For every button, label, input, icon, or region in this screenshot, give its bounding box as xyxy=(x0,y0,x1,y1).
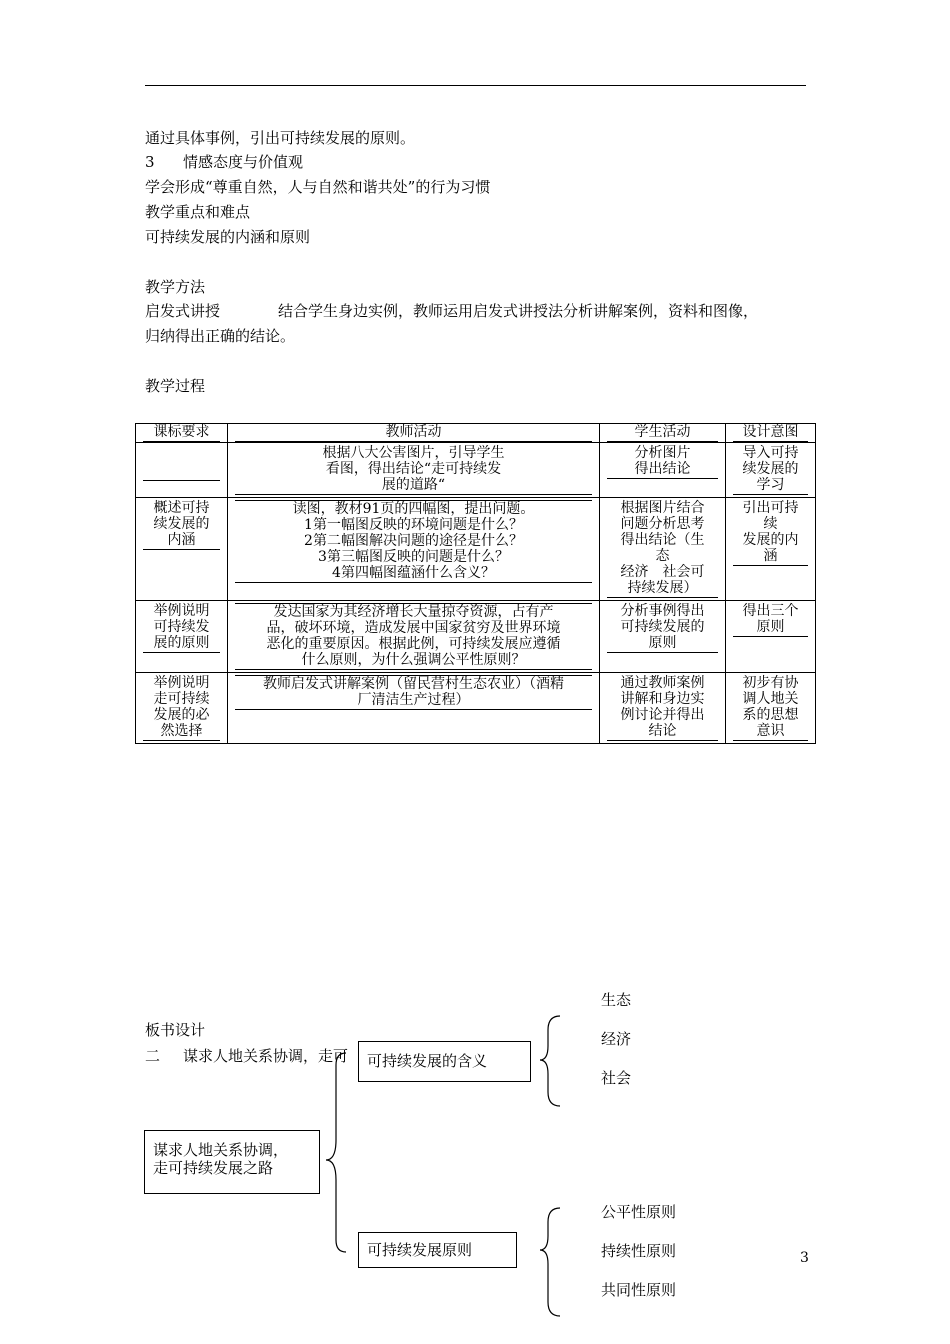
board-heading: 板书设计 xyxy=(145,1021,206,1039)
cell-line: 看图，得出结论“走可持续发 xyxy=(325,461,502,477)
cell-line: 经济 社会可 xyxy=(620,564,705,580)
cell-line: 内涵 xyxy=(167,532,196,548)
cell-line: 展的原则 xyxy=(153,635,210,651)
leaf-commonality: 共同性原则 xyxy=(601,1281,677,1299)
leaf-fairness: 公平性原则 xyxy=(601,1203,677,1221)
cell-line: 恶化的重要原因。根据此例，可持续发展应遵循 xyxy=(266,636,561,652)
method-heading: 教学方法 xyxy=(145,278,206,296)
cell-line: 发展的内 xyxy=(742,532,799,548)
cell-line: 展的道路“ xyxy=(381,477,446,493)
cell-line: 走可持续 xyxy=(153,691,210,707)
board-subtitle-text: 谋求人地关系协调，走可 xyxy=(183,1047,349,1065)
cell-line: 涵 xyxy=(763,548,778,564)
cell-line: 可持续发 xyxy=(153,619,210,635)
branch2-brace xyxy=(540,1208,560,1316)
cell-line: 得出结论 xyxy=(634,461,691,477)
process-heading: 教学过程 xyxy=(145,377,206,395)
intro-line-3: 学会形成“尊重自然，人与自然和谐共处”的行为习惯 xyxy=(145,178,491,196)
header-cell: 学生活动 xyxy=(600,424,726,443)
cell-line: 概述可持 xyxy=(153,500,210,516)
cell-line: 举例说明 xyxy=(153,603,210,619)
cell-line: 然选择 xyxy=(160,723,203,739)
intro-line-4: 教学重点和难点 xyxy=(145,203,251,221)
board-num: 二 xyxy=(145,1047,161,1065)
cell-line: 引出可持 xyxy=(742,500,799,516)
cell-line: 3第三幅图反映的问题是什么？ xyxy=(318,549,509,565)
method-text-1: 结合学生身边实例，教师运用启发式讲授法分析讲解案例，资料和图像， xyxy=(278,302,759,320)
cell-line: 分析图片 xyxy=(634,445,691,461)
branch2-box: 可持续发展原则 xyxy=(358,1232,517,1268)
cell-line: 态 xyxy=(655,548,670,564)
cell-line: 意识 xyxy=(756,723,785,739)
method-line-2: 归纳得出正确的结论。 xyxy=(145,327,296,345)
page-number: 3 xyxy=(800,1250,809,1266)
cell-line: 根据八大公害图片，引导学生 xyxy=(322,445,505,461)
item-number: 3 xyxy=(145,153,155,171)
cell-line: 问题分析思考 xyxy=(620,516,705,532)
cell-line: 系的思想 xyxy=(742,707,799,723)
cell-line: 原则 xyxy=(756,619,785,635)
header-cell: 课标要求 xyxy=(136,424,228,443)
cell-line: 持续发展） xyxy=(627,580,698,596)
cell-line: 分析事例得出 xyxy=(620,603,705,619)
cell-line: 原则 xyxy=(648,635,677,651)
cell-line: 厂清洁生产过程） xyxy=(357,692,470,708)
cell-line: 发达国家为其经济增长大量掠夺资源，占有产 xyxy=(273,604,554,620)
cell-line: 得出三个 xyxy=(742,603,799,619)
cell-line: 调人地关 xyxy=(742,691,799,707)
cell-line: 初步有协 xyxy=(742,675,799,691)
cell-line: 读图，教材91页的四幅图，提出问题。 xyxy=(292,501,535,517)
cell-line: 导入可持 xyxy=(742,445,799,461)
intro-line-1: 通过具体事例，引出可持续发展的原则。 xyxy=(145,129,416,147)
branch1-brace xyxy=(540,1016,560,1106)
cell-line: 2第二幅图解决问题的途径是什么？ xyxy=(304,533,523,549)
cell-line: 举例说明 xyxy=(153,675,210,691)
cell-line: 什么原则，为什么强调公平性原则？ xyxy=(301,652,526,668)
cell-line: 学习 xyxy=(756,477,785,493)
cell-line: 续发展的 xyxy=(742,461,799,477)
cell-line: 4第四幅图蕴涵什么含义？ xyxy=(332,565,495,581)
cell-line: 结论 xyxy=(648,723,677,739)
branch1-box: 可持续发展的含义 xyxy=(358,1041,531,1082)
cell-line: 得出结论（生 xyxy=(620,532,705,548)
cell-line: 教师启发式讲解案例（留民营村生态农业）（酒精 xyxy=(263,676,564,692)
method-label: 启发式讲授 xyxy=(145,302,221,320)
root-line-2: 走可持续发展之路 xyxy=(153,1159,274,1177)
cell-line: 品，破坏环境，造成发展中国家贫穷及世界环境 xyxy=(266,620,561,636)
header-cell: 设计意图 xyxy=(726,424,816,443)
item-text: 情感态度与价值观 xyxy=(183,153,304,171)
root-line-1: 谋求人地关系协调， xyxy=(153,1141,289,1159)
cell-line: 发展的必 xyxy=(153,707,210,723)
leaf-sustainability: 持续性原则 xyxy=(601,1242,677,1260)
root-brace xyxy=(326,1053,346,1252)
cell-line: 1第一幅图反映的环境问题是什么？ xyxy=(304,517,523,533)
cell-line: 通过教师案例 xyxy=(620,675,705,691)
leaf-ecology: 生态 xyxy=(601,991,632,1009)
cell-line: 根据图片结合 xyxy=(620,500,705,516)
cell-line: 讲解和身边实 xyxy=(620,691,705,707)
leaf-economy: 经济 xyxy=(601,1030,632,1048)
cell-line: 续 xyxy=(763,516,778,532)
leaf-society: 社会 xyxy=(601,1069,632,1087)
cell-line: 续发展的 xyxy=(153,516,210,532)
board-root-box xyxy=(144,1130,320,1194)
cell-line: 例讨论并得出 xyxy=(620,707,705,723)
intro-line-5: 可持续发展的内涵和原则 xyxy=(145,228,311,246)
cell-line: 可持续发展的 xyxy=(620,619,705,635)
header-cell: 教师活动 xyxy=(228,424,600,443)
